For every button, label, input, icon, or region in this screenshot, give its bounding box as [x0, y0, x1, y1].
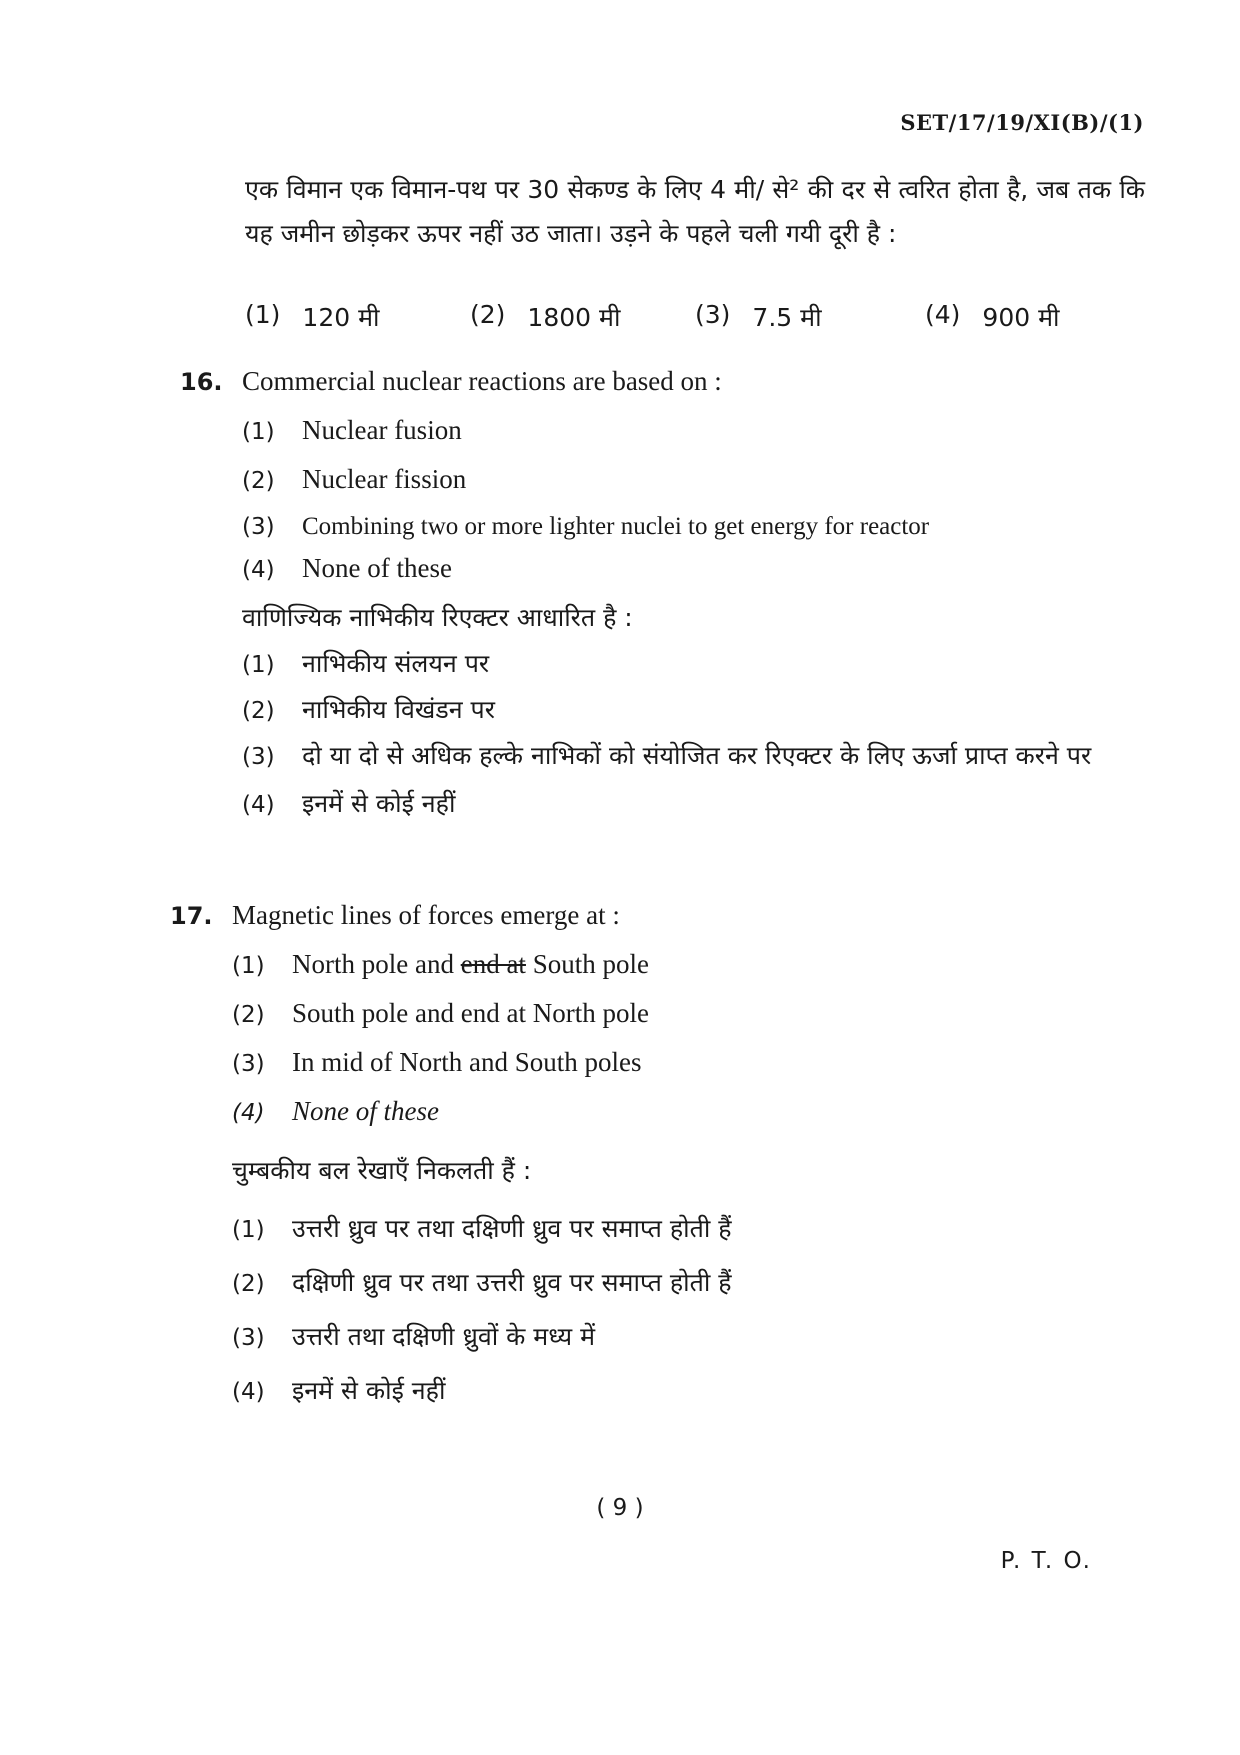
option — [925, 300, 1060, 334]
option-text: नाभिकीय विखंडन पर — [302, 695, 495, 724]
option-number: (3) — [232, 1051, 265, 1077]
option-text-part: South pole — [525, 949, 649, 979]
options-hindi — [242, 646, 1140, 820]
option-number: (4) — [232, 1100, 265, 1126]
option-number: (4) — [242, 792, 275, 818]
option-number: (1) — [232, 1217, 265, 1243]
option-text: इनमें से कोई नहीं — [302, 789, 456, 818]
option-text: 7.5 मी — [752, 303, 822, 332]
pto-label: P. T. O. — [1000, 1548, 1092, 1574]
option-number: (1) — [232, 953, 265, 979]
option-text: None of these — [292, 1096, 439, 1126]
question-text-hindi: वाणिज्यिक नाभिकीय रिएक्टर आधारित है : — [242, 603, 633, 632]
question-number: 17. — [170, 902, 213, 930]
option-number: (2) — [470, 300, 506, 329]
option-text — [292, 949, 1130, 980]
option — [232, 1319, 1130, 1353]
question-number: 16. — [180, 368, 223, 396]
option — [695, 300, 925, 334]
option — [242, 415, 1140, 446]
option-text: Combining two or more lighter nuclei to get energy for reactor — [302, 513, 930, 540]
option-text: In mid of North and South poles — [292, 1047, 642, 1077]
option-text: Nuclear fusion — [302, 415, 462, 445]
option — [242, 738, 1140, 774]
page-number: ( 9 ) — [596, 1495, 644, 1521]
option — [242, 646, 1140, 680]
option-text: उत्तरी तथा दक्षिणी ध्रुवों के मध्य में — [292, 1322, 596, 1351]
option-text-part: North pole and — [292, 949, 461, 979]
option — [242, 692, 1140, 726]
option — [232, 998, 1130, 1029]
option-text: 120 मी — [302, 303, 380, 332]
options-english — [242, 415, 1140, 584]
option — [232, 1096, 1130, 1127]
question-16 — [180, 366, 1140, 820]
option-number: (4) — [242, 557, 275, 583]
q15-hindi-options — [245, 300, 1145, 334]
option — [242, 553, 1140, 584]
option-number: (1) — [245, 300, 281, 329]
option-number: (3) — [695, 300, 731, 329]
option — [232, 1373, 1130, 1407]
option — [242, 464, 1140, 495]
paper-code: SET/17/19/XI(B)/(1) — [900, 110, 1144, 135]
option-number: (2) — [232, 1271, 265, 1297]
option-number: (2) — [242, 468, 275, 494]
question-text: Magnetic lines of forces emerge at : — [232, 900, 620, 930]
option — [232, 949, 1130, 980]
option — [242, 513, 1140, 541]
option-number: (2) — [242, 698, 275, 724]
option-text: दो या दो से अधिक हल्के नाभिकों को संयोजित कर रिएक्टर के लिए ऊर्जा प्राप्त करने पर — [302, 741, 1092, 770]
option — [232, 1211, 1130, 1245]
option-number: (3) — [232, 1325, 265, 1351]
option — [470, 300, 695, 334]
option-text: नाभिकीय संलयन पर — [302, 649, 490, 678]
option-number: (1) — [242, 419, 275, 445]
options-hindi — [232, 1211, 1130, 1407]
struck-text: end at — [460, 949, 526, 979]
option-number: (4) — [925, 300, 961, 329]
q15-hindi-text: एक विमान एक विमान-पथ पर 30 सेकण्ड के लिए 4 मी/ से² की दर से त्वरित होता है, जब तक कि यह जमीन छोड़कर ऊपर नहीं उठ जाता। उड़ने के पहले चली गयी दूरी है : — [245, 175, 1145, 248]
option — [245, 300, 470, 334]
option-text: South pole and end at North pole — [292, 998, 649, 1028]
option-text: Nuclear fission — [302, 464, 467, 494]
question-text: Commercial nuclear reactions are based on : — [242, 366, 722, 396]
options-english — [232, 949, 1130, 1127]
question-17 — [170, 900, 1130, 1407]
option-text: इनमें से कोई नहीं — [292, 1376, 446, 1405]
option — [232, 1047, 1130, 1078]
option-text: 900 मी — [982, 303, 1060, 332]
option-text: 1800 मी — [527, 303, 621, 332]
option-number: (3) — [242, 744, 275, 770]
option-text: None of these — [302, 553, 452, 583]
option-number: (1) — [242, 652, 275, 678]
option — [232, 1265, 1130, 1299]
option-number: (2) — [232, 1002, 265, 1028]
option-number: (4) — [232, 1379, 265, 1405]
option-text: उत्तरी ध्रुव पर तथा दक्षिणी ध्रुव पर समाप्त होती हैं — [292, 1214, 732, 1243]
option-text: दक्षिणी ध्रुव पर तथा उत्तरी ध्रुव पर समाप्त होती हैं — [292, 1268, 732, 1297]
question-text-hindi: चुम्बकीय बल रेखाएँ निकलती हैं : — [232, 1156, 532, 1185]
option — [242, 786, 1140, 820]
option-number: (3) — [242, 514, 275, 540]
